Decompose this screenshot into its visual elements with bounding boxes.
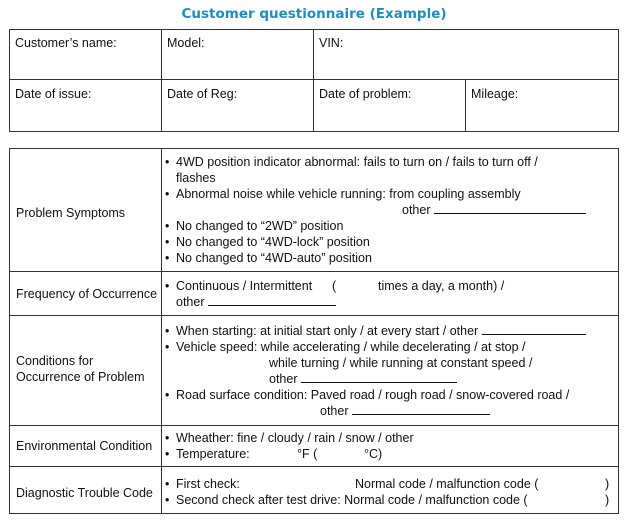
problem-symptoms-label: Problem Symptoms xyxy=(16,206,126,220)
vin-label: VIN: xyxy=(319,36,344,50)
list-item-cont: ( xyxy=(332,279,337,293)
frequency-label: Frequency of Occurrence xyxy=(16,287,158,301)
list-item: • Wheather: fine / cloudy / rain / snow / other xyxy=(165,431,414,445)
environment-label: Environmental Condition xyxy=(16,439,153,453)
list-item-cont: other xyxy=(176,294,336,310)
list-item-cont: other xyxy=(320,403,490,419)
date-of-problem-label: Date of problem: xyxy=(319,87,412,101)
date-of-issue-label: Date of issue: xyxy=(15,87,92,101)
list-item: • Second check after test drive: Normal code / malfunction code ( xyxy=(165,493,528,507)
list-item-cont: while turning / while running at constant speed / xyxy=(269,356,533,370)
list-item: • No changed to “2WD” position xyxy=(165,219,344,233)
other-blank[interactable] xyxy=(352,403,490,415)
list-item: • 4WD position indicator abnormal: fails to turn on / fails to turn off / xyxy=(165,155,538,169)
other-blank[interactable] xyxy=(208,294,336,306)
other-blank[interactable] xyxy=(434,202,586,214)
dtc-label: Diagnostic Trouble Code xyxy=(16,486,153,500)
list-item-cont: Normal code / malfunction code ( xyxy=(355,477,539,491)
list-item: • No changed to “4WD-lock” position xyxy=(165,235,370,249)
mileage-label: Mileage: xyxy=(471,87,519,101)
list-item: • Road surface condition: Paved road / rough road / snow-covered road / xyxy=(165,388,570,402)
conditions-label-2: Occurrence of Problem xyxy=(16,370,145,384)
list-item: • When starting: at initial start only / at every start / other xyxy=(165,323,586,339)
list-item-cont: ) xyxy=(605,493,610,507)
list-item-cont: °C) xyxy=(364,447,383,461)
date-of-reg-label: Date of Reg: xyxy=(167,87,238,101)
list-item: • Temperature: xyxy=(165,447,250,461)
list-item-cont: flashes xyxy=(176,171,216,185)
conditions-label-1: Conditions for xyxy=(16,354,94,368)
list-item: • Abnormal noise while vehicle running: from coupling assembly xyxy=(165,187,521,201)
list-item-cont: other xyxy=(402,202,586,218)
list-item: • Continuous / Intermittent xyxy=(165,279,313,293)
list-item: • First check: xyxy=(165,477,240,491)
list-item-cont: ) xyxy=(605,477,610,491)
page-title: Customer questionnaire (Example) xyxy=(181,6,447,22)
list-item-cont: times a day, a month) / xyxy=(378,279,505,293)
customer-name-label: Customer’s name: xyxy=(15,36,117,50)
model-label: Model: xyxy=(167,36,205,50)
other-blank[interactable] xyxy=(301,371,457,383)
header-table xyxy=(9,29,619,132)
list-item-cont: other xyxy=(269,371,457,387)
list-item: • Vehicle speed: while accelerating / while decelerating / at stop / xyxy=(165,340,526,354)
list-item: • No changed to “4WD-auto” position xyxy=(165,251,372,265)
list-item-cont: °F ( xyxy=(297,447,318,461)
other-blank[interactable] xyxy=(482,323,586,335)
